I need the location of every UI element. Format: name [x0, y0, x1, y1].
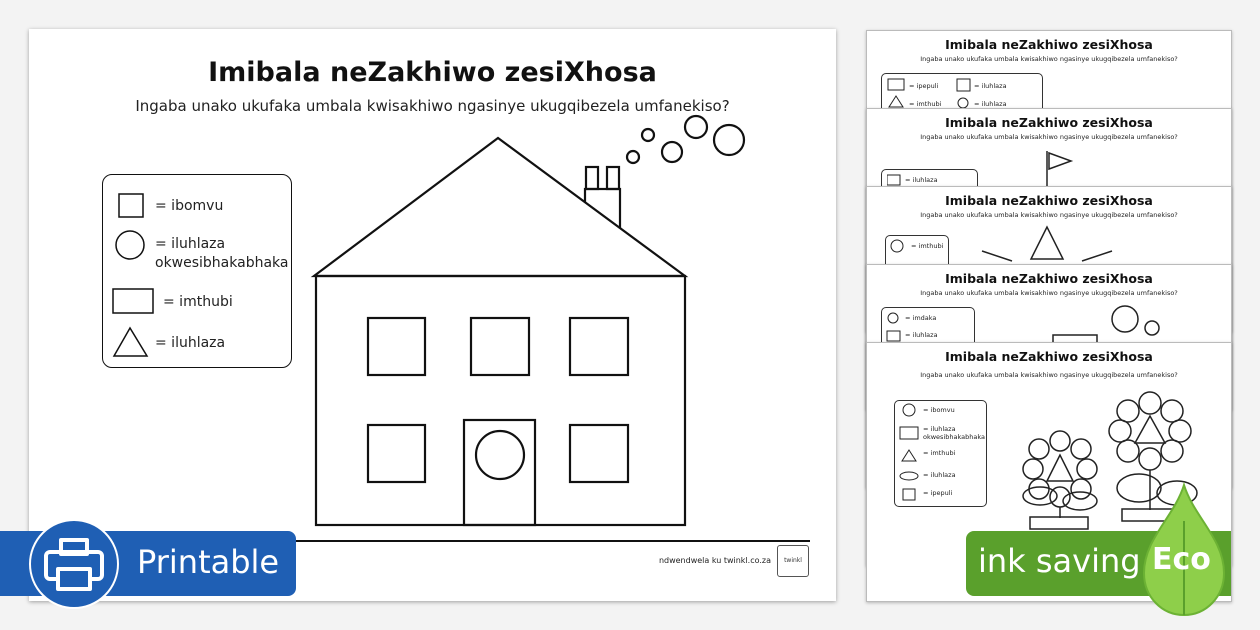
door-circle [476, 431, 524, 479]
ink-saving-label: ink saving [978, 542, 1141, 580]
door [464, 420, 535, 525]
legend-label-rectangle: = imthubi [163, 294, 233, 310]
smoke-circle [642, 129, 654, 141]
thumb-legend-label: = ibomvu [923, 406, 955, 414]
printer-icon [29, 519, 119, 609]
main-worksheet [29, 29, 836, 601]
thumb-legend-label: = iluhlaza okwesibhakabhaka [923, 425, 985, 441]
thumb-title: Imibala neZakhiwo zesiXhosa [945, 349, 1153, 364]
window [368, 318, 425, 375]
thumb-subtitle: Ingaba unako ukufaka umbala kwisakhiwo ngasinye ukugqibezela umfanekiso? [920, 289, 1178, 297]
window [471, 318, 529, 375]
window [368, 425, 425, 482]
smoke-circle [685, 116, 707, 138]
worksheet-subtitle: Ingaba unako ukufaka umbala kwisakhiwo ngasinye ukugqibezela umfanekiso? [135, 97, 730, 115]
house-drawing [29, 29, 836, 601]
thumb-legend-label: = ipepuli [923, 489, 953, 497]
thumb-subtitle: Ingaba unako ukufaka umbala kwisakhiwo ngasinye ukugqibezela umfanekiso? [920, 371, 1178, 379]
printable-label: Printable [137, 543, 280, 581]
chimney-pot [607, 167, 619, 189]
roof [314, 138, 685, 276]
thumb-title: Imibala neZakhiwo zesiXhosa [945, 37, 1153, 52]
legend-label-circle: = iluhlaza okwesibhakabhaka [155, 236, 289, 271]
worksheet-title: Imibala neZakhiwo zesiXhosa [208, 57, 657, 88]
thumb-legend-label: = imdaka [905, 314, 937, 322]
legend-label-triangle: = iluhlaza [155, 335, 226, 351]
twinkl-logo: twinkl [777, 545, 809, 577]
thumb-legend-label: = imthubi [911, 242, 944, 250]
footer-url: ndwendwela ku twinkl.co.za [658, 556, 771, 565]
thumb-subtitle: Ingaba unako ukufaka umbala kwisakhiwo ngasinye ukugqibezela umfanekiso? [920, 211, 1178, 219]
smoke-circle [714, 125, 744, 155]
thumb-legend-label: = iluhlaza [905, 176, 938, 184]
window [570, 425, 628, 482]
thumb-title: Imibala neZakhiwo zesiXhosa [945, 115, 1153, 130]
thumb-legend-label: = iluhlaza [923, 471, 956, 479]
thumb-subtitle: Ingaba unako ukufaka umbala kwisakhiwo ngasinye ukugqibezela umfanekiso? [920, 55, 1178, 63]
thumb-legend-label: = ipepuli [909, 82, 939, 90]
eco-label: Eco [1152, 542, 1211, 577]
smoke-circle [627, 151, 639, 163]
thumb-legend-label: = iluhlaza [905, 331, 938, 339]
printable-badge [0, 531, 296, 596]
smoke-circle [662, 142, 682, 162]
house-body [316, 276, 685, 525]
thumb-legend-shapes [890, 239, 910, 253]
thumb-legend-label: = imthubi [923, 449, 956, 457]
thumb-subtitle: Ingaba unako ukufaka umbala kwisakhiwo ngasinye ukugqibezela umfanekiso? [920, 133, 1178, 141]
thumb-legend-label: = iluhlaza [974, 100, 1007, 108]
legend-label-square: = ibomvu [155, 198, 224, 214]
chimney-pot [586, 167, 598, 189]
thumb-title: Imibala neZakhiwo zesiXhosa [945, 271, 1153, 286]
window [570, 318, 628, 375]
thumb-title: Imibala neZakhiwo zesiXhosa [945, 193, 1153, 208]
thumb-legend-label: = imthubi [909, 100, 942, 108]
thumb-legend-label: = iluhlaza [974, 82, 1007, 90]
thumb-legend-shapes [886, 311, 906, 345]
